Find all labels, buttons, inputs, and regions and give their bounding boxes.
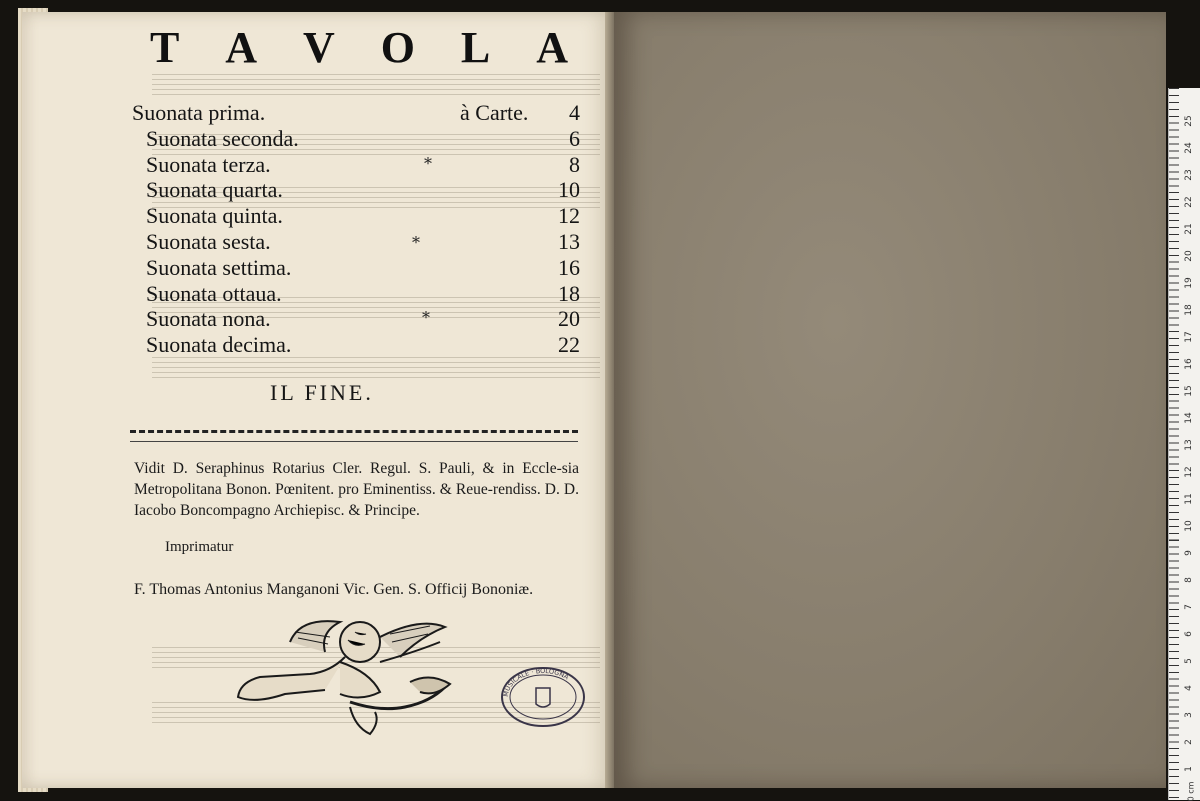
- cherub-woodcut-icon: [230, 612, 470, 744]
- table-of-contents: [132, 100, 584, 358]
- toc-entry-name: Suonata ottaua.: [146, 280, 282, 306]
- ruler-number: 9: [1184, 550, 1194, 556]
- ruler-number: 2: [1184, 739, 1194, 745]
- toc-page-number: 16: [558, 254, 580, 280]
- toc-row: [132, 203, 584, 229]
- ruler-ticks: [1169, 88, 1179, 800]
- ruler-number: 10: [1184, 520, 1194, 532]
- ruler-number: 23: [1184, 169, 1194, 181]
- toc-page-number: 8: [569, 151, 580, 177]
- ruler-number: 21: [1184, 223, 1194, 235]
- toc-entry-name: Suonata settima.: [146, 254, 292, 280]
- title-letter: T: [150, 23, 182, 72]
- ruler-number: 1: [1184, 766, 1194, 772]
- imprimatur-label: Imprimatur: [165, 539, 234, 555]
- title-letter: V: [303, 23, 337, 72]
- toc-page-number: 6: [569, 125, 580, 151]
- ruler-number: 12: [1184, 466, 1194, 478]
- ruler-number: 14: [1184, 412, 1194, 424]
- ruler-number: 11: [1184, 493, 1194, 505]
- toc-row: [132, 281, 584, 307]
- toc-carte-label: à Carte.: [460, 100, 529, 125]
- toc-page-number: 13: [558, 228, 580, 254]
- toc-row: [132, 100, 584, 126]
- stamp-text: MUSICALE · BOLOGNA: [501, 666, 571, 698]
- toc-entry-name: Suonata sesta.: [146, 228, 271, 254]
- toc-entry-name: Suonata quinta.: [146, 203, 283, 229]
- ruler-number: 8: [1184, 577, 1194, 583]
- ruler-number: 25: [1184, 115, 1194, 127]
- toc-row: [132, 126, 584, 152]
- ruler-number: 22: [1184, 196, 1194, 208]
- toc-row: [132, 152, 584, 178]
- asterisk-mark: *: [424, 153, 432, 173]
- toc-row: [132, 332, 584, 358]
- toc-row: [132, 229, 584, 255]
- toc-entry-name: Suonata terza.: [146, 151, 271, 177]
- ruler-number: 5: [1184, 658, 1194, 664]
- approval-paragraph: Vidit D. Seraphinus Rotarius Cler. Regul. S. Pauli, & in Eccle-sia Metropolitana Bonon. Pœnitent. pro Eminentiss. & Reue-rendiss. D. D. Iacobo Boncompagno Archiepisc. & Principe.: [134, 460, 579, 519]
- toc-page-number: 20: [558, 306, 580, 332]
- toc-row: [132, 177, 584, 203]
- bleed-through: [152, 357, 600, 381]
- signature-line: F. Thomas Antonius Manganoni Vic. Gen. S. Officij Bononiæ.: [134, 581, 534, 598]
- toc-page-number: 12: [558, 203, 580, 229]
- toc-entry-name: Suonata quarta.: [146, 177, 283, 203]
- ruler-number: 20: [1184, 250, 1194, 262]
- toc-row: [132, 255, 584, 281]
- ruler-unit-label: 0 cm: [1186, 781, 1196, 801]
- toc-entry-name: Suonata decima.: [146, 332, 292, 358]
- toc-page-number: 22: [558, 332, 580, 358]
- ruler-number: 15: [1184, 385, 1194, 397]
- ruler-number: 4: [1184, 685, 1194, 691]
- toc-page-number: 18: [558, 280, 580, 306]
- ornamental-rule: [130, 430, 578, 442]
- ruler-number: 19: [1184, 277, 1194, 289]
- ruler-number: 16: [1184, 358, 1194, 370]
- toc-page-number: 4: [569, 100, 580, 125]
- toc-row: [132, 306, 584, 332]
- bleed-through: [152, 74, 600, 98]
- title-letter: L: [460, 23, 493, 72]
- toc-entry-name: Suonata nona.: [146, 306, 271, 332]
- library-stamp-icon: [500, 666, 586, 728]
- toc-page-number: 10: [558, 177, 580, 203]
- page-title: [150, 22, 570, 73]
- ruler-number: 18: [1184, 304, 1194, 316]
- toc-entry-name: Suonata prima.: [132, 100, 266, 125]
- title-letter: O: [380, 23, 417, 72]
- ruler-number: 6: [1184, 631, 1194, 637]
- asterisk-mark: *: [412, 232, 420, 252]
- measuring-ruler: [1168, 88, 1200, 800]
- ruler-number: 13: [1184, 439, 1194, 451]
- ruler-number: 3: [1184, 712, 1194, 718]
- right-page-blank: [614, 12, 1166, 788]
- asterisk-mark: *: [422, 308, 430, 328]
- ruler-number: 7: [1184, 604, 1194, 610]
- title-letter: A: [225, 23, 260, 72]
- title-letter: A: [536, 23, 570, 72]
- ruler-number: 24: [1184, 142, 1194, 154]
- il-fine-heading: IL FINE.: [270, 380, 374, 405]
- toc-entry-name: Suonata seconda.: [146, 125, 299, 151]
- ruler-number: 17: [1184, 331, 1194, 343]
